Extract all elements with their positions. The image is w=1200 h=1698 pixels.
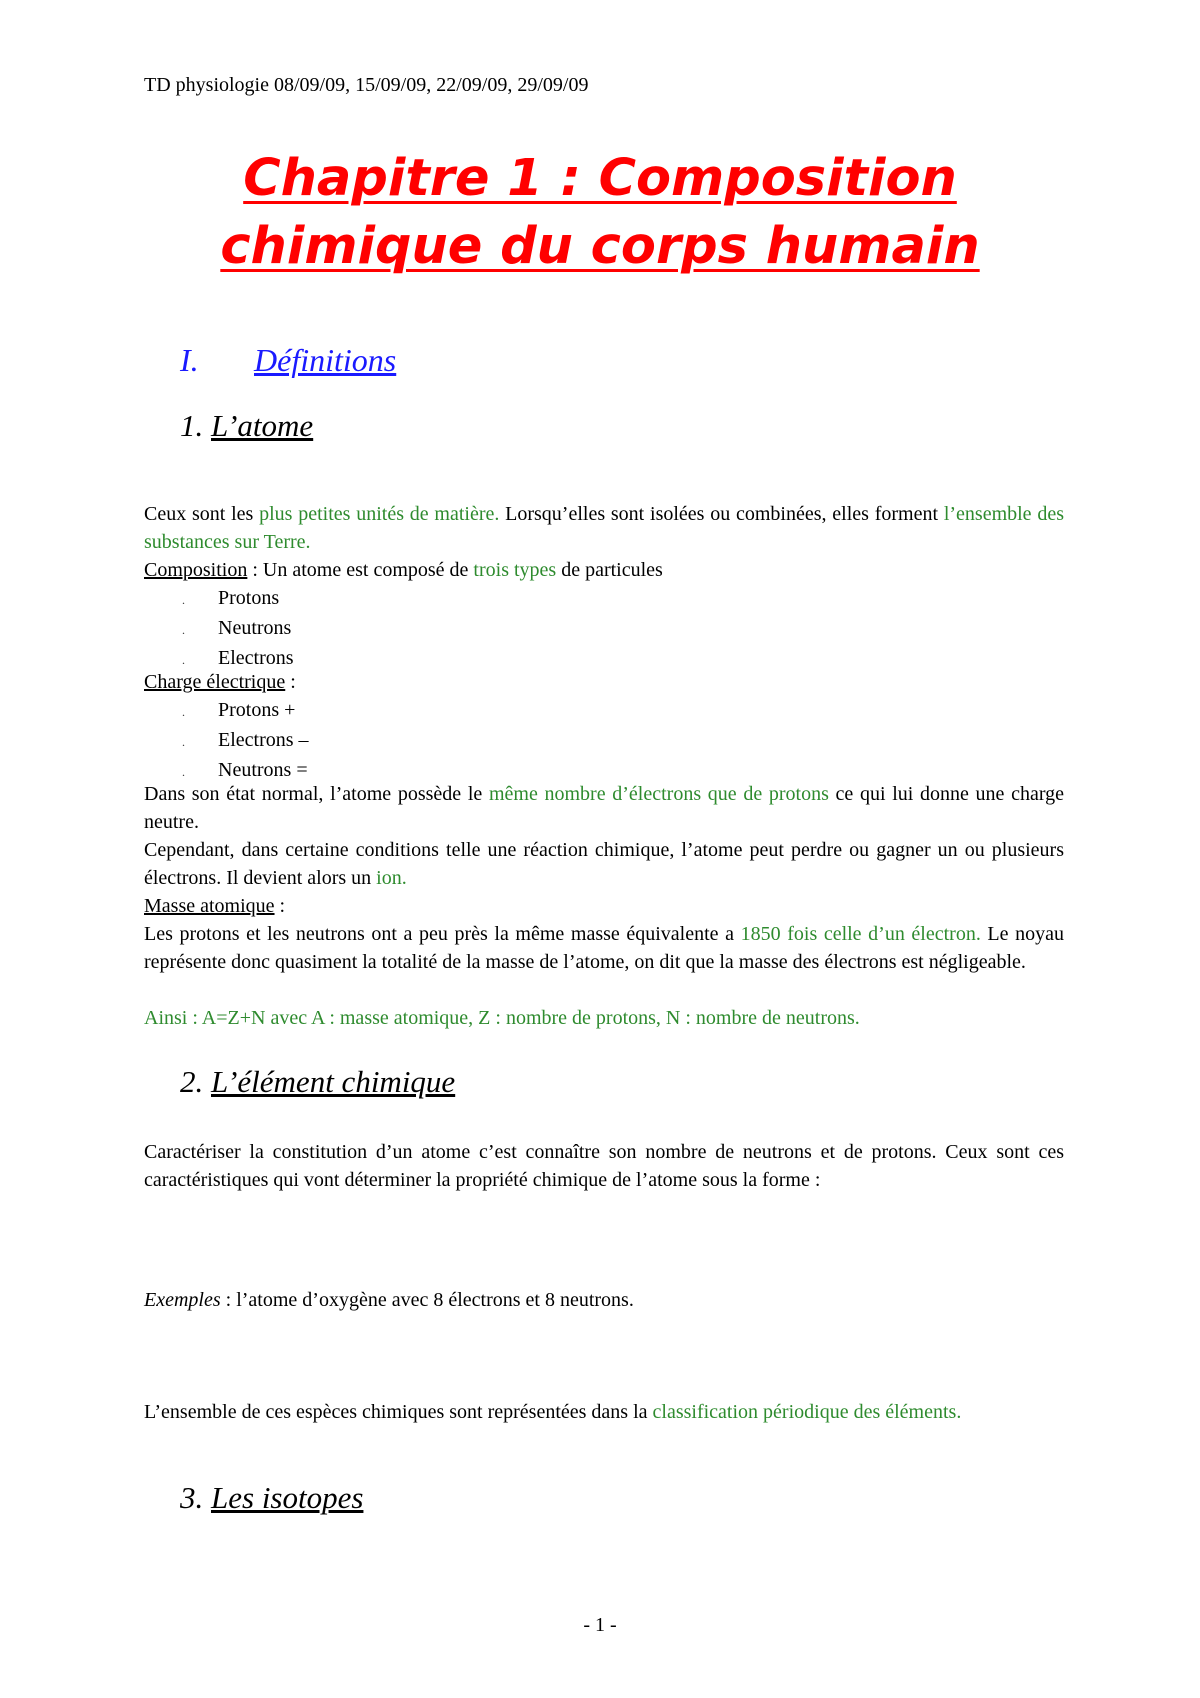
- bullet-icon: .: [182, 593, 185, 607]
- subheading-atome: [180, 408, 313, 444]
- formula-line: Ainsi : A=Z+N avec A : masse atomique, Z : nombre de protons, N : nombre de neutrons.: [144, 1007, 860, 1029]
- section-heading-definitions: [180, 342, 396, 379]
- list-item-text: Protons +: [218, 699, 296, 721]
- subheading-atome-text: [180, 408, 313, 443]
- text-run: L’ensemble de ces espèces chimiques sont représentées dans la: [144, 1401, 653, 1423]
- chapter-title: [100, 145, 1100, 281]
- charge-label: Charge électrique: [144, 671, 286, 693]
- charge-list: [182, 696, 309, 786]
- chapter-title-line2: chimique du corps humain: [220, 217, 980, 276]
- list-item-text: Neutrons: [218, 617, 292, 639]
- text-run: Les protons et les neutrons ont a peu près la même masse équivalente a: [144, 923, 741, 945]
- text-run: : l’atome d’oxygène avec 8 électrons et 8 neutrons.: [220, 1289, 634, 1311]
- list-item-text: Electrons: [218, 647, 294, 669]
- section-title: Définitions: [254, 342, 397, 378]
- particle-list: [182, 584, 294, 674]
- highlight-text: trois types: [473, 559, 557, 581]
- text-run: Lorsqu’elles sont isolées ou combinées, elles forment: [499, 503, 944, 525]
- bullet-icon: .: [182, 705, 185, 719]
- subheading-element-text: [180, 1064, 455, 1099]
- bullet-icon: .: [182, 653, 185, 667]
- chapter-title-line1: Chapitre 1 : Composition: [243, 149, 957, 208]
- paragraph-element: Caractériser la constitution d’un atome c’est connaître son nombre de neutrons et de protons. Ceux sont ces caractéristiques qui vont déterminer la propriété chimique de l’atome sous la forme :: [144, 1141, 1064, 1191]
- text-run: Cependant, dans certaine conditions telle une réaction chimique, l’atome peut perdre ou gagner un ou plusieurs électrons. Il devient alors un: [144, 839, 1064, 889]
- composition-label: Composition: [144, 559, 248, 581]
- list-item: [182, 726, 309, 756]
- subheading-title: L’atome: [211, 408, 314, 443]
- page-number: - 1 -: [583, 1614, 617, 1636]
- highlight-text: même nombre d’électrons que de protons: [488, 783, 829, 805]
- bullet-icon: .: [182, 735, 185, 749]
- subheading-element: [180, 1064, 455, 1100]
- mass-line: [144, 892, 1064, 920]
- bullet-icon: .: [182, 623, 185, 637]
- example-label: Exemples: [144, 1289, 221, 1311]
- subheading-number: 3.: [180, 1480, 211, 1515]
- highlight-text: l’ensemble des substances sur Terre.: [144, 503, 1064, 553]
- paragraph-periodic: [144, 1398, 1064, 1426]
- text-run: Le noyau représente donc quasiment la totalité de la masse de l’atome, on dit que la masse des électrons est négligeable.: [144, 923, 1064, 973]
- text-run: ce qui lui donne une charge neutre.: [144, 783, 1065, 833]
- highlight-text: ion.: [376, 867, 407, 889]
- mass-label: Masse atomique: [144, 895, 275, 917]
- text-run: :: [274, 895, 286, 917]
- text-run: de particules: [556, 559, 663, 581]
- list-item: [182, 584, 294, 614]
- highlight-text: plus petites unités de matière.: [259, 503, 500, 525]
- subheading-title: Les isotopes: [211, 1480, 364, 1515]
- page-header: TD physiologie 08/09/09, 15/09/09, 22/09/09, 29/09/09: [144, 74, 589, 96]
- paragraph-mass: [144, 920, 1064, 976]
- charge-line: [144, 668, 1064, 696]
- list-item: [182, 614, 294, 644]
- composition-line: [144, 556, 1064, 584]
- text-run: : Un atome est composé de: [247, 559, 474, 581]
- bullet-icon: .: [182, 765, 185, 779]
- list-item-text: Electrons –: [218, 729, 309, 751]
- section-number: I.: [180, 342, 199, 378]
- text-run: Dans son état normal, l’atome possède le: [144, 783, 489, 805]
- highlight-text: 1850 fois celle d’un électron.: [740, 923, 981, 945]
- example-line: [144, 1286, 1064, 1314]
- list-item-text: Neutrons =: [218, 759, 308, 781]
- subheading-isotopes-text: [180, 1480, 363, 1515]
- subheading-number: 1.: [180, 408, 211, 443]
- paragraph-neutral-charge: [144, 780, 1064, 836]
- list-item: [182, 696, 309, 726]
- paragraph-ion: [144, 836, 1064, 892]
- text-run: Ceux sont les: [144, 503, 260, 525]
- text-run: :: [285, 671, 296, 693]
- list-item-text: Protons: [218, 587, 280, 609]
- subheading-isotopes: [180, 1480, 363, 1516]
- paragraph-atome-intro: [144, 500, 1064, 556]
- subheading-title: L’élément chimique: [211, 1064, 456, 1099]
- highlight-text: classification périodique des éléments.: [652, 1401, 962, 1423]
- subheading-number: 2.: [180, 1064, 211, 1099]
